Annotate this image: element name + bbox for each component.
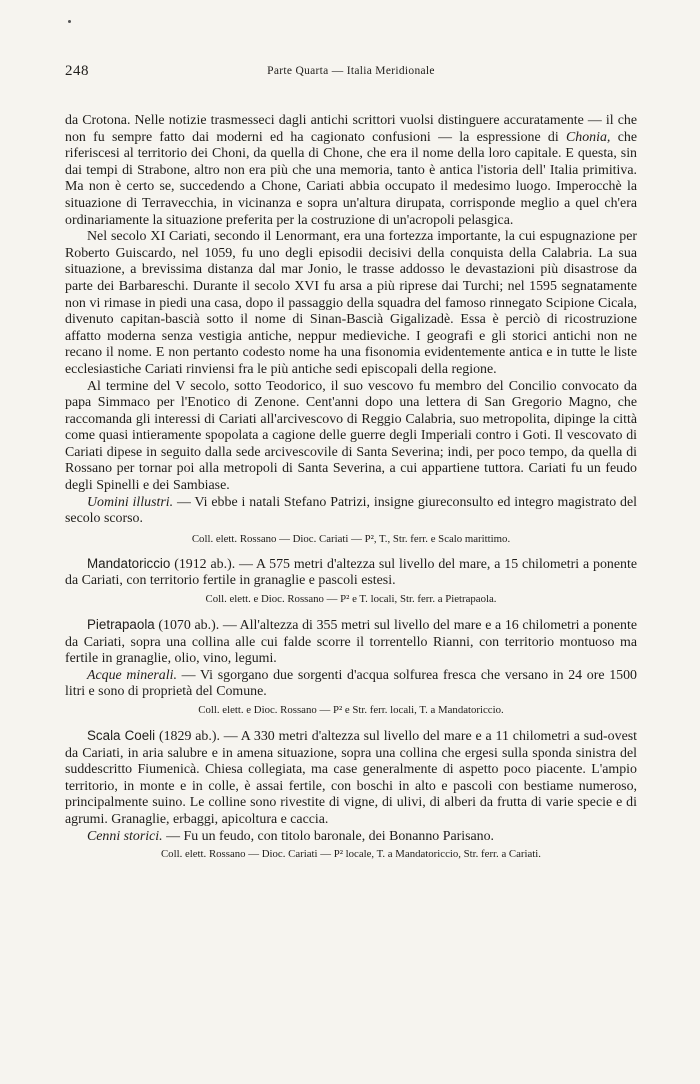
running-title: Parte Quarta — Italia Meridionale — [267, 65, 435, 77]
mandatoriccio-paragraph: Mandatoriccio (1912 ab.). — A 575 metri d'altezza sul livello del mare, a 15 chilometri a ponente da Cariati, con territorio fertile in granaglie e pascoli estesi. — [65, 555, 637, 589]
mandatoriccio-headword: Mandatoriccio — [87, 555, 171, 571]
cenni-storici-label: Cenni storici. — [87, 828, 163, 844]
cariati-paragraph-2: Nel secolo XI Cariati, secondo il Lenormant, era una fortezza importante, la cui espugnazione per Roberto Guiscardo, nel 1059, fu uno degli episodii decisivi della conquista della Calabria. La sua situazione, a brevissima distanza dal mar Jonio, le trasse addosso le devastazioni più disastrose da parte dei Barbareschi. Durante il secolo XVI fu arsa a più riprese dai Turchi; nel 1595 segnatamente non vi rimase in piedi una casa, dopo il passaggio della squadra del famoso rinnegato Scipione Cicala, divenuto capitan-bascià sotto il nome di Sinan-Bascià Gigalizadè. Essa è perciò di ricostruzione affatto moderna senza vestigia antiche, neppur medieviche. I geografi e gli storici antichi non ne recano il nome. E non pertanto codesto nome ha una fisonomia evidentemente antica e in tutte le liste ecclesiastiche Cariati rinviensi fra le più antiche sedi episcopali della regione. — [65, 229, 637, 377]
pietrapaola-info-line: Coll. elett. e Dioc. Rossano — P² e Str. ferr. locali, T. a Mandatoriccio. — [198, 704, 504, 716]
entry-pietrapaola — [65, 617, 637, 717]
uomini-illustri-label: Uomini illustri. — [87, 494, 174, 510]
chonia-italic: Chonia, — [566, 129, 611, 145]
scala-coeli-paragraph-1: Scala Coeli (1829 ab.). — A 330 metri d'altezza sul livello del mare e a 11 chilometri a sud-ovest da Cariati, in aria salubre e in amena situazione, sopra una collina che ergesi sulla sponda sinistra del suddescritto Fiumenicà. Chiesa collegiata, ma case generalmente di aspetto poco piacente. L'ampio territorio, in monte e in colle, è assai fertile, con boschi in alto e pascoli con bestiame numeroso, principalmente suino. Le colline sono rivestite di vigne, di ulivi, di alberi da frutta di varie specie e di agrumi. Granaglie, erbaggi, apicoltura e caccia. — [65, 728, 637, 827]
pietrapaola-paragraph-2: Acque minerali. — Vi sgorgano due sorgenti d'acqua solfurea fresca che versano in 24 ore 1500 litri e sono di proprietà del Comune. — [65, 667, 637, 700]
print-speck — [68, 20, 71, 23]
page-header — [65, 63, 637, 83]
pietrapaola-paragraph-1: Pietrapaola (1070 ab.). — All'altezza di 355 metri sul livello del mare e a 16 chilometri a ponente da Cariati, sopra una collina alle cui falde scorre il torrentello Rianni, con territorio montuoso ma fertile in granaglie, olio, vino, legumi. — [65, 617, 637, 667]
mandatoriccio-info-line: Coll. elett. e Dioc. Rossano — P² e T. locali, Str. ferr. a Pietrapaola. — [205, 593, 497, 606]
cariati-paragraph-4: Uomini illustri. — Vi ebbe i natali Stefano Patrizi, insigne giureconsulto ed integro magistrato del secolo scorso. — [65, 494, 637, 527]
scala-coeli-paragraph-2: Cenni storici. — Fu un feudo, con titolo baronale, dei Bonanno Parisano. — [87, 828, 495, 844]
cariati-paragraph-3: Al termine del V secolo, sotto Teodorico, il suo vescovo fu membro del Concilio convocato da papa Simmaco per l'Enotico di Zenone. Cent'anni dopo una lettera di San Gregorio Magno, che raccomanda gli interessi di Cariati all'arcivescovo di Reggio Calabria, suo metropolita, dipinge la città come quasi intieramente spopolata a cagione delle guerre degli Imperiali contro i Goti. Il vescovato di Cariati dipese in seguito dalla sede arcivescovile di Santa Severina; indi, per poco tempo, da quella di Rossano per tornar poi alla metropoli di Santa Severina, a cui appartiene tuttora. Cariati fu un feudo degli Spinelli e dei Sambiase. — [65, 378, 637, 494]
scala-coeli-info-line: Coll. elett. Rossano — Dioc. Cariati — P² locale, T. a Mandatoriccio, Str. ferr. a Cariati. — [160, 848, 542, 861]
main-text — [65, 113, 637, 861]
cariati-paragraph-1: da Crotona. Nelle notizie trasmesseci dagli antichi scrittori vuolsi distinguere accuratamente — il che non fu sempre fatto dai moderni ed ha cagionato confusioni — la espressione di Chonia, che riferiscesi al territorio dei Choni, da quella di Chone, che era il nome della loro capitale. E questa, sin dai tempi di Strabone, altro non era più che una memoria, tanto è antica l'istoria dell' Italia primitiva. Ma non è certo se, succedendo a Chone, Cariati abbia occupato il medesimo luogo. Imperocchè la situazione di Terravecchia, in vicinanza e sopra un'altura dirupata, corrisponde meglio a quel ch'era ordinariamente la situazione preferita per la costruzione di un'acropoli pelasgica. — [65, 113, 637, 228]
cariati-info-line: Coll. elett. Rossano — Dioc. Cariati — P², T., Str. ferr. e Scalo marittimo. — [191, 532, 511, 545]
section-cariati — [65, 113, 637, 546]
acque-minerali-label: Acque minerali. — [87, 667, 177, 683]
entry-scala-coeli — [65, 728, 637, 861]
pietrapaola-headword: Pietrapaola — [87, 617, 155, 633]
scala-coeli-headword: Scala Coeli — [87, 728, 156, 743]
entry-mandatoriccio — [65, 556, 637, 606]
page-number: 248 — [65, 63, 89, 79]
